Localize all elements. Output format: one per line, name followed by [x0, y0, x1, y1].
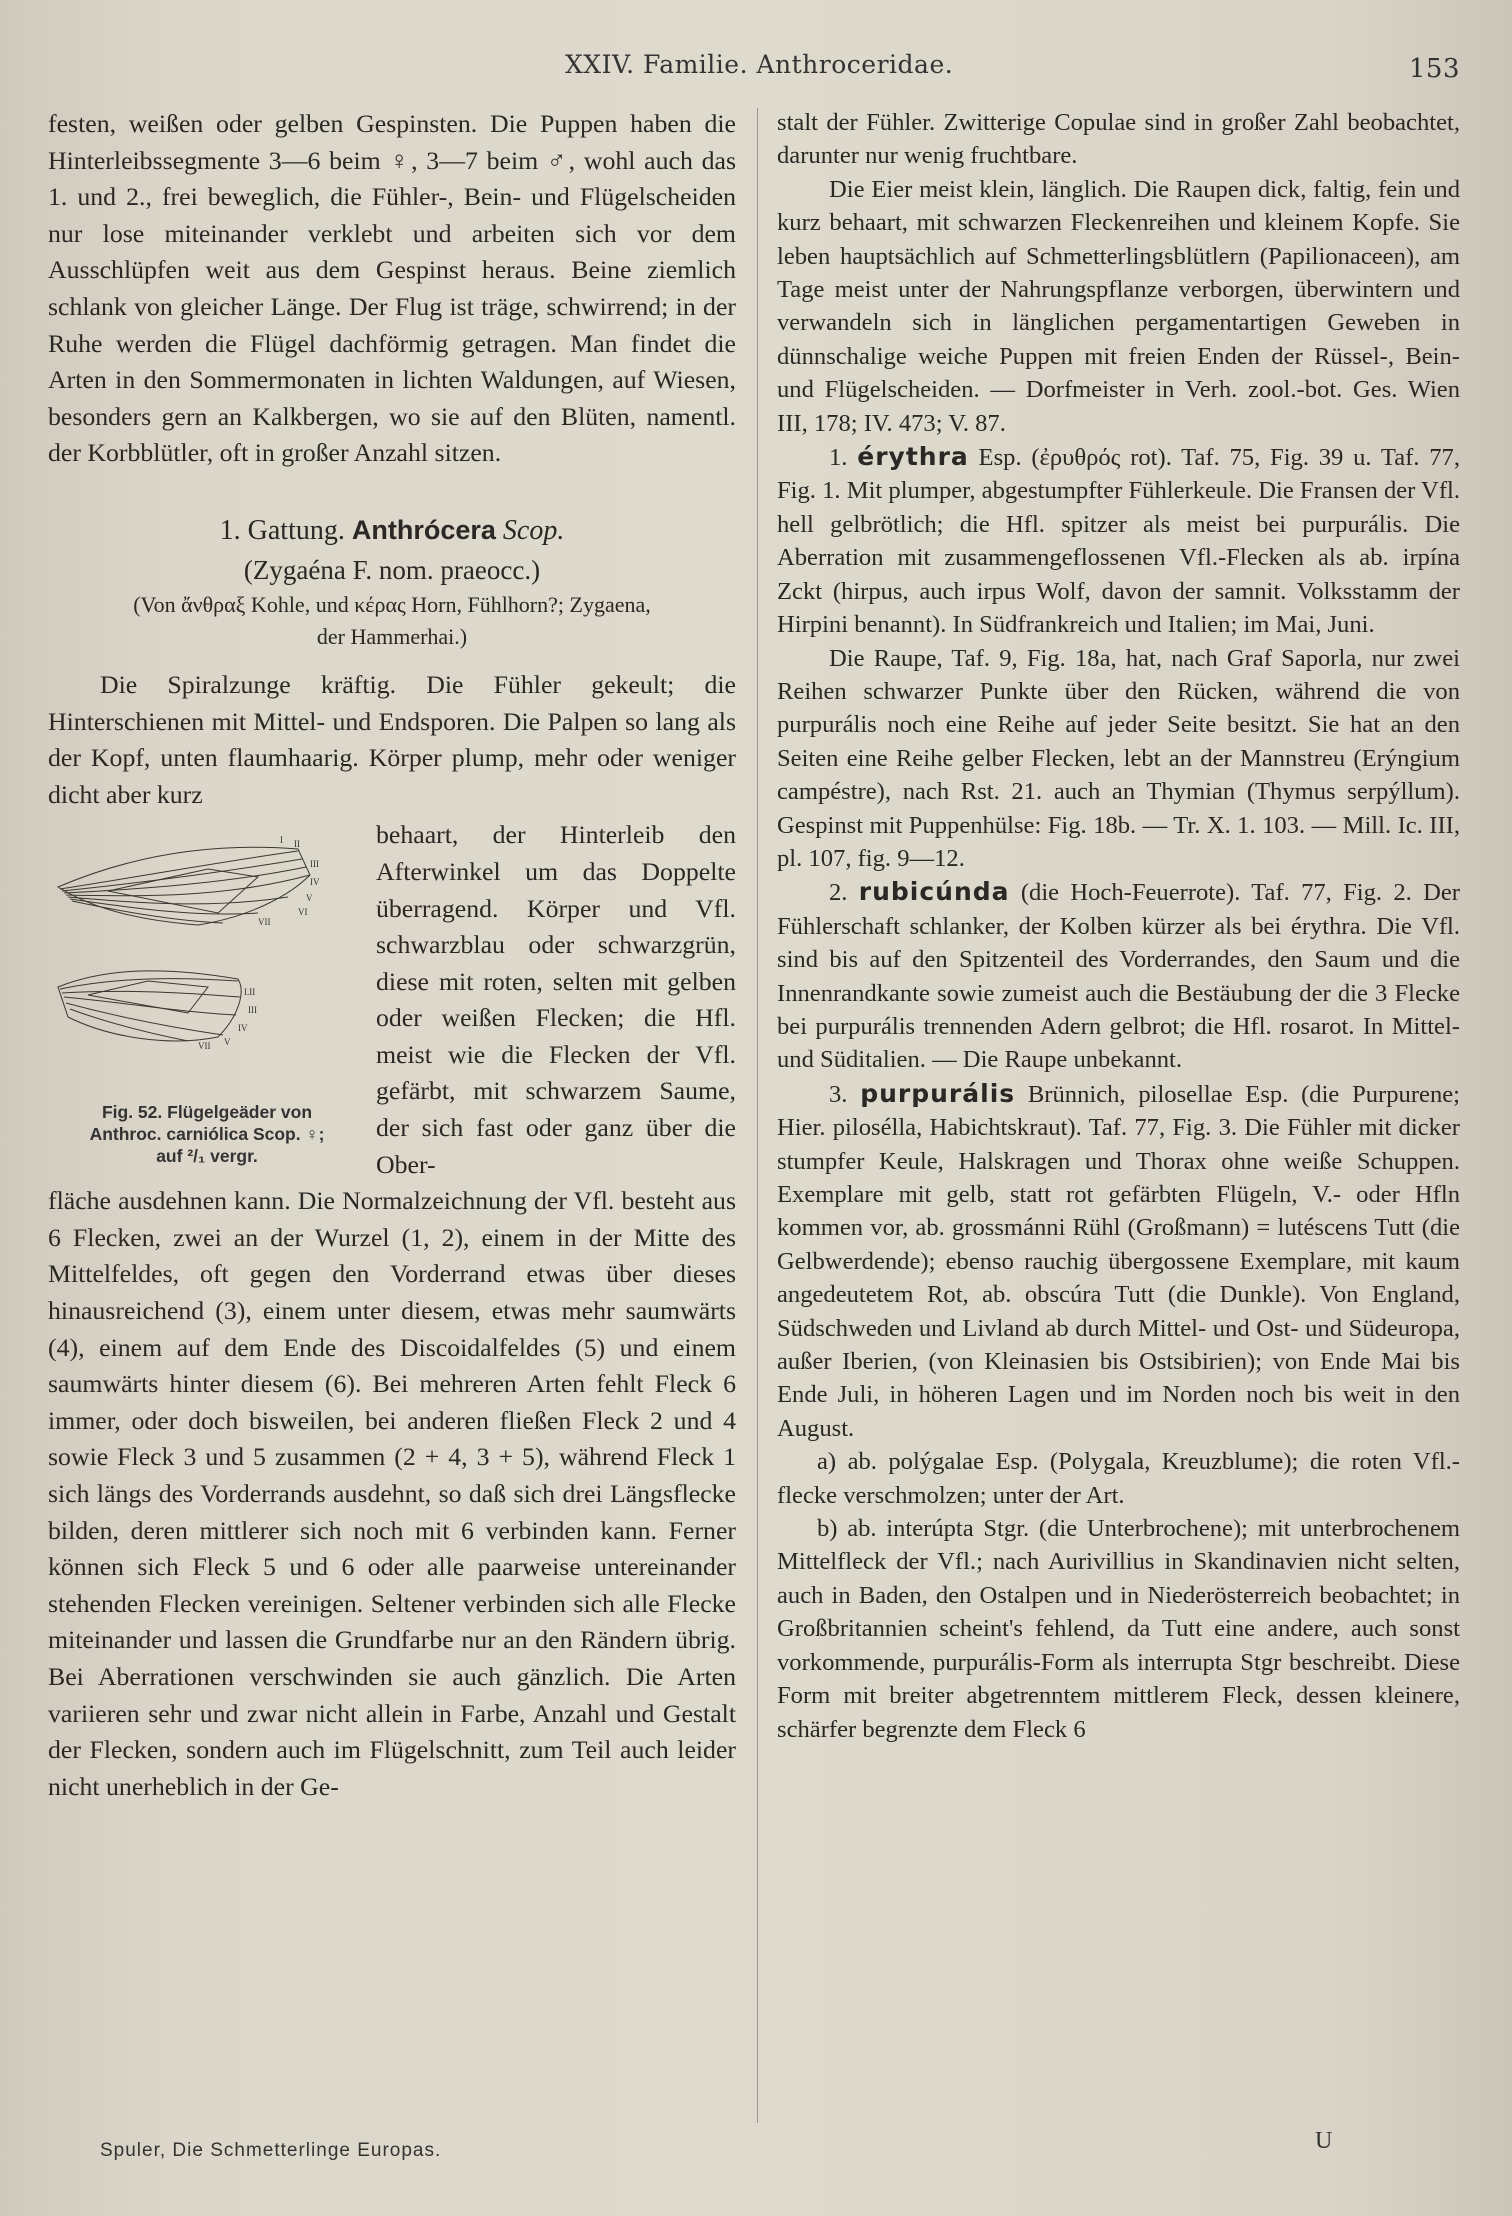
species-name: purpurális	[860, 1078, 1016, 1108]
genus-prefix: 1. Gattung.	[219, 514, 345, 546]
species-text: Brünnich, pilosellae Esp. (die Purpurene; Hier. pilosélla, Habichtskraut). Taf. 77, Fig. 3. Die Fühler mit dicker stumpfer Keule, Halskragen und Thorax ohne weiße Schuppen. Exemplare mit gelb, statt rot gefärbten Flügeln, V.- oder Hfln kommen vor, ab. grossmánni Rühl (Großmann) = lutéscens Tutt (die Gelbwerdende); ebenso rauchig übergossene Exemplare, mit kaum angedeutetem Rot, ab. obscúra Tutt (die Dunkle). Von England, Südschweden und Livland ab durch Mittel- und Ost- und Südeuropa, außer Iberien, (von Kleinasien bis Ostsibirien); von Ende Mai bis Ende Juli, in höheren Lagen und im Norden noch bis weit in den August.	[777, 1080, 1460, 1442]
etymology-line-2: der Hammerhai.)	[316, 623, 468, 649]
svg-text:V: V	[306, 893, 313, 904]
page-footer	[100, 2128, 1460, 2162]
genus-name: Anthrócera	[351, 514, 496, 545]
figure-52	[48, 817, 366, 1183]
caption-line-1: Fig. 52. Flügelgeäder von	[101, 1102, 313, 1123]
svg-text:VII: VII	[198, 1041, 211, 1052]
svg-text:I: I	[280, 835, 283, 846]
species-number: 3.	[829, 1080, 848, 1108]
right-column	[777, 106, 1460, 1746]
column-divider	[757, 108, 758, 2123]
pattern-description: fläche ausdehnen kann. Die Normalzeichnung der Vfl. besteht aus 6 Flecken, zwei an der Wurzel (1, 2), einem in der Mitte des Mittelfeldes, oft gegen den Vorderrand etwas über dieses hinausreichend (3), einem unter diesem, etwas mehr saumwärts (4), einem auf dem Ende des Discoidalfeldes (5) und einem saumwärts hinter diesem (6). Bei mehreren Arten fehlt Fleck 6 immer, oder doch bisweilen, bei anderen fließen Fleck 2 und 4 sowie Fleck 3 und 5 zusammen (2 + 4, 3 + 5), während Fleck 1 sich längs des Vorderrands ausdehnt, so daß sich drei Längsflecke bilden, deren mittlerer sich noch mit 6 verbinden kann. Ferner können sich Fleck 5 und 6 oder alle paarweise untereinander stehenden Flecken vereinigen. Seltener verbinden sich alle Flecke miteinander und lassen die Grundfarbe nur an den Rändern übrig. Bei Aberrationen verschwinden sie auch gänzlich. Die Arten variieren sehr und zwar nicht allein in Farbe, Anzahl und Gestalt der Flecken, sondern auch im Flügelschnitt, zum Teil auch leider nicht unerheblich in der Ge-	[48, 1186, 736, 1801]
species-name: érythra	[857, 442, 969, 472]
genus-author: Scop.	[502, 514, 565, 546]
caption-line-2: Anthroc. carniólica Scop. ♀;	[89, 1124, 325, 1145]
svg-text:VI: VI	[298, 907, 308, 918]
etymology	[48, 589, 736, 653]
species-erythra	[777, 440, 1460, 641]
svg-text:III: III	[248, 1005, 257, 1016]
species-text: (die Hoch-Feuerrote). Taf. 77, Fig. 2. Der Fühlerschaft schlanker, der Kolben kürzer als bei érythra. Die Vfl. sind bis auf den Spitzenteil des Vorderrandes, den Saum und die Innenrandkante sowie zumeist auch die Bestäubung der die 3 Flecke bei purpurális trennenden Adern gelbrot; die Hfl. rosarot. In Mittel- und Süditalien. — Die Raupe unbekannt.	[777, 879, 1460, 1074]
erythra-larva-paragraph: Die Raupe, Taf. 9, Fig. 18a, hat, nach Graf Saporla, nur zwei Reihen schwarzer Punkte über den Rücken, während die von purpurális noch eine Reihe auf jeder Seite besitzt. Sie hat an den Seiten eine Reihe gelber Flecken, lebt an der Mannstreu (Erýngium campéstre), nach Rst. 21. auch an Thymian (Thymus serpýllum). Gespinst mit Puppenhülse: Fig. 18b. — Tr. X. 1. 103. — Mill. Ic. III, pl. 107, fig. 9—12.	[777, 644, 1460, 872]
species-text: Esp. (ἐρυθρός rot). Taf. 75, Fig. 39 u. Taf. 77, Fig. 1. Mit plumper, abgestumpfter Fühlerkeule. Die Fransen der Vfl. hell gelbrötlich; die Hfl. spitzer als meist bei purpurális. Die Aberration mit zusammengeflossenen Vfl.-Flecken als ab. irpína Zckt (hirpus, auch irpus Wolf, davon der samnit. Volksstamm der Hirpini benannt). In Südfrankreich und Italien; im Mai, Juni.	[777, 444, 1460, 639]
svg-text:IV: IV	[310, 877, 320, 888]
intro-paragraph: festen, weißen oder gelben Gespinsten. Die Puppen haben die Hinterleibssegmente 3—6 beim ♀, 3—7 beim ♂, wohl auch das 1. und 2., frei beweglich, die Fühler-, Bein- und Flügelscheiden nur lose miteinander verklebt und arbeiten sich vor dem Ausschlüpfen weit aus dem Gespinst heraus. Beine ziemlich schlank von gleicher Länge. Der Flug ist träge, schwirrend; in der Ruhe werden die Flügel dachförmig getragen. Man findet die Arten in den Sommermonaten in lichten Waldungen, auf Wiesen, besonders gern an Kalkbergen, wo sie auf den Blüten, namentl. der Korbblütler, oft in großer Anzahl sitzen.	[48, 109, 736, 468]
svg-text:V: V	[224, 1037, 231, 1048]
svg-text:VII: VII	[258, 917, 271, 928]
continuation-paragraph: stalt der Fühler. Zwitterige Copulae sind in großer Zahl beobachtet, darunter nur wenig fruchtbare.	[777, 109, 1460, 170]
svg-text:IV: IV	[238, 1023, 248, 1034]
eggs-larvae-paragraph: Die Eier meist klein, länglich. Die Raupen dick, faltig, fein und kurz behaart, mit schwarzen Fleckenreihen und kleinem Kopfe. Sie leben hauptsächlich auf Schmetterlingsblütlern (Papilionaceen), am Tage meist unter der Nahrungspflanze verborgen, überwintern und verwandeln sich in länglichen pergamentartigen Geweben in dünnschalige weiche Puppen mit freien Enden der Rüssel-, Bein- und Flügelscheiden. — Dorfmeister in Verh. zool.-bot. Ges. Wien III, 178; IV. 473; V. 87.	[777, 175, 1460, 437]
figure-block	[48, 817, 736, 1183]
left-column	[48, 106, 736, 1805]
book-title: Spuler, Die Schmetterlinge Europas.	[100, 2140, 442, 2161]
species-rubicunda	[777, 875, 1460, 1076]
caption-line-3: auf ²/₁ vergr.	[156, 1146, 258, 1167]
figure-caption	[48, 1101, 366, 1167]
svg-text:III: III	[310, 859, 319, 870]
signature-mark: U	[1315, 2128, 1334, 2154]
genus-description: Die Spiralzunge kräftig. Die Fühler gekeult; die Hinterschienen mit Mittel- und Endsporen. Die Palpen so lang als der Kopf, unten flaumhaarig. Körper plump, mehr oder weniger dicht aber kurz	[48, 669, 736, 809]
etymology-line-1: (Von ἄνθραξ Kohle, und κέρας Horn, Fühlhorn?; Zygaena,	[133, 591, 651, 617]
aberration-a: a) ab. polýgalae Esp. (Polygala, Kreuzblume); die roten Vfl.-flecke verschmolzen; unter der Art.	[777, 1448, 1460, 1509]
species-number: 2.	[829, 879, 848, 907]
page-number: 153	[1408, 54, 1460, 84]
genus-synonym: (Zygaéna F. nom. praeocc.)	[243, 554, 541, 585]
figure-side-text: behaart, der Hinterleib den Afterwinkel um das Doppelte überragend. Körper und Vfl. schwarzblau oder schwarzgrün, diese mit roten, selten mit gelben oder weißen Flecken; die Hfl. meist wie die Flecken der Vfl. gefärbt, mit schwarzem Saume, der sich fast oder ganz über die Ober-	[376, 820, 736, 1179]
species-purpuralis	[777, 1077, 1460, 1445]
species-name: rubicúnda	[858, 877, 1010, 907]
running-title: XXIV. Familie. Anthroceridae.	[565, 50, 954, 79]
svg-text:I.II: I.II	[244, 987, 256, 998]
genus-heading	[48, 510, 736, 551]
svg-text:II: II	[294, 839, 300, 850]
wing-venation-illustration	[48, 817, 366, 1097]
species-number: 1.	[829, 444, 848, 472]
aberration-b: b) ab. interúpta Stgr. (die Unterbrochene); mit unterbrochenem Mittelfleck der Vfl.; nach Aurivillius in Skandinavien nicht selten, auch in Baden, den Ostalpen und in Niederösterreich beobachtet; in Großbritannien scheint's fehlend, da Tutt eine andere, auch sonst vorkommende, purpurális-Form als interrupta Stgr beschreibt. Diese Form mit breiter abgetrenntem mittlerem Fleck, dessen kleinere, schärfer begrenzte dem Fleck 6	[777, 1515, 1460, 1743]
